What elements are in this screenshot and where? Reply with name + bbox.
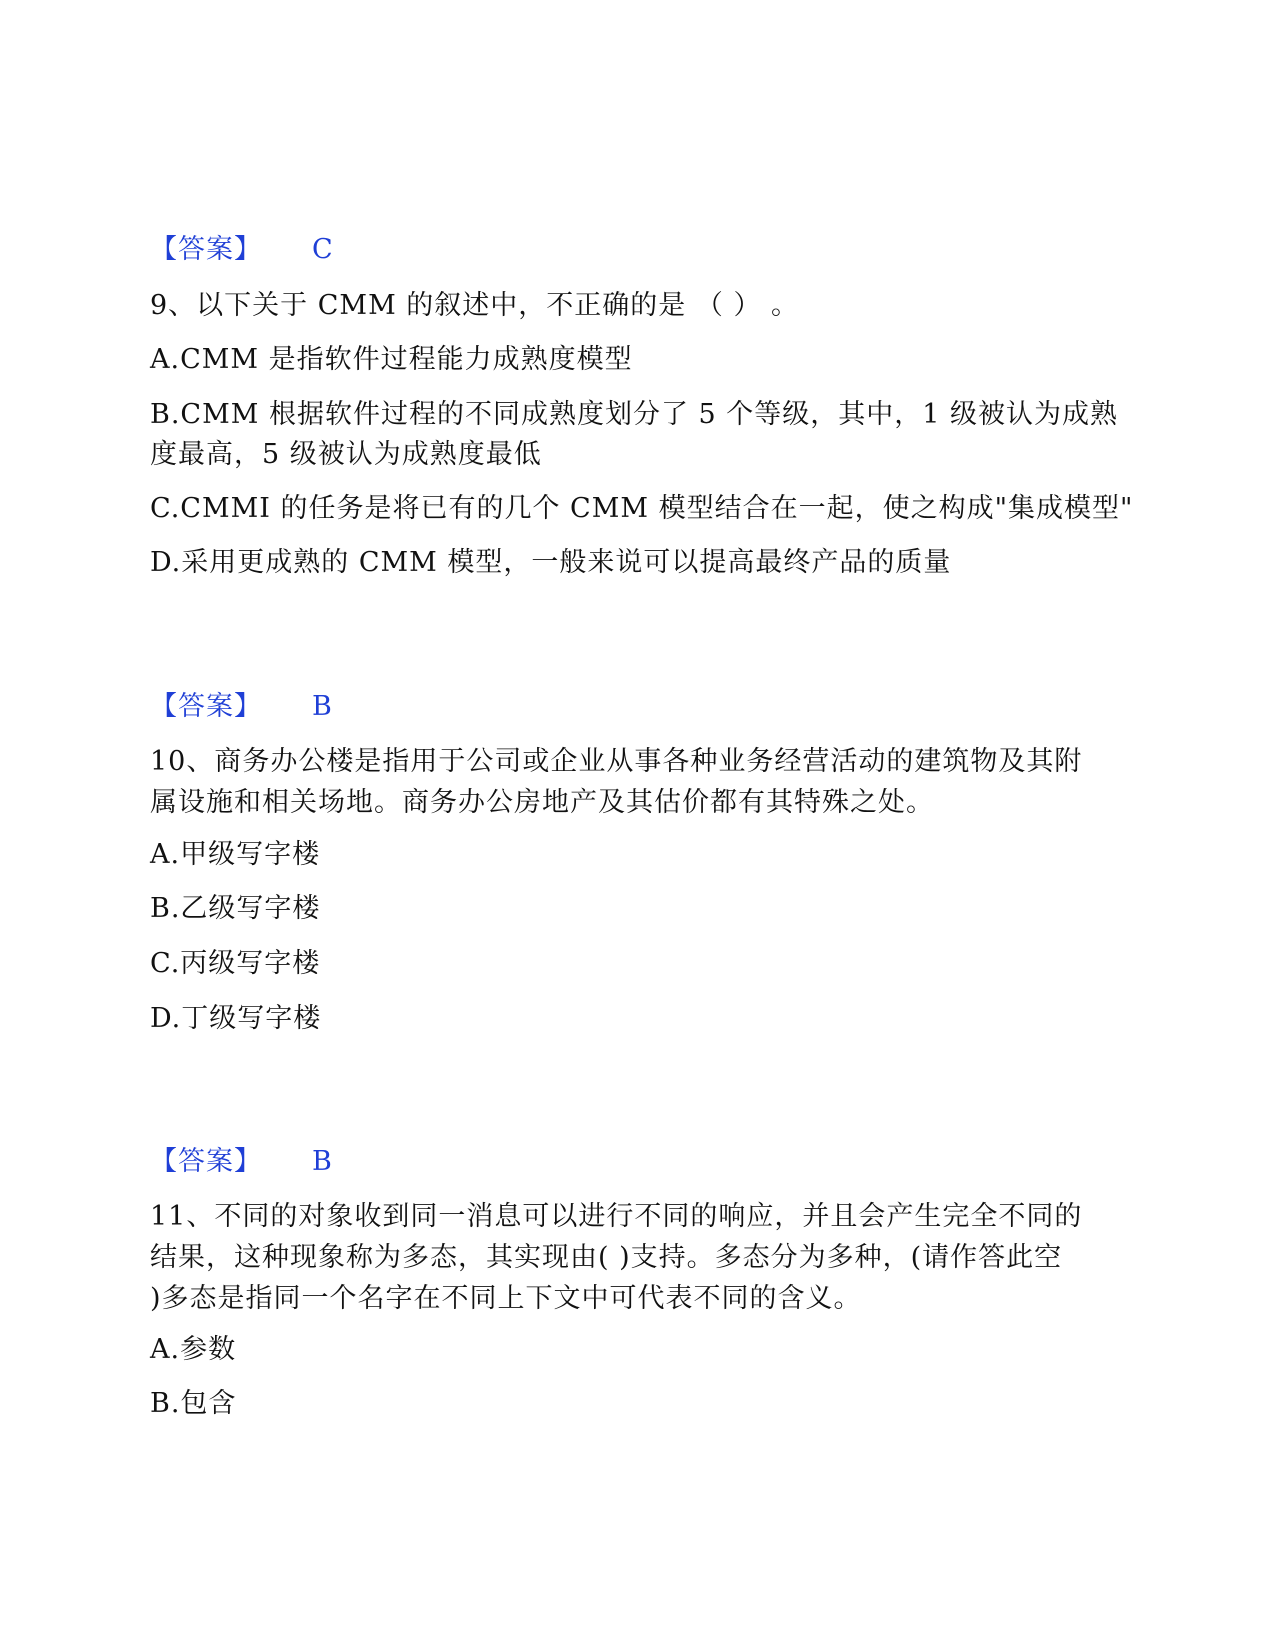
question-stem (150, 285, 1110, 326)
option-text: 度最高，5 级被认为成熟度最低 (150, 439, 542, 470)
question-stem-line: 10、商务办公楼是指用于公司或企业从事各种业务经营活动的建筑物及其附 (150, 746, 1083, 777)
answer-label: 【答案】 (150, 691, 262, 722)
question-stem-line: 9、以下关于 CMM 的叙述中，不正确的是 （ ） 。 (150, 290, 800, 321)
option-text: B.乙级写字楼 (150, 893, 321, 924)
option-c (150, 944, 320, 984)
answer-value: B (312, 691, 332, 722)
option-text: A.CMM 是指软件过程能力成熟度模型 (150, 344, 633, 375)
answer-value: B (312, 1146, 332, 1177)
option-text: B.包含 (150, 1388, 237, 1419)
option-b (150, 395, 1118, 475)
question-stem-line: 属设施和相关场地。商务办公房地产及其估价都有其特殊之处。 (150, 787, 934, 818)
answer-line (150, 687, 332, 727)
answer-value: C (312, 234, 333, 265)
answer-line (150, 230, 333, 270)
answer-line (150, 1142, 332, 1182)
question-stem-line: 结果，这种现象称为多态，其实现由( )支持。多态分为多种，(请作答此空 (150, 1242, 1063, 1273)
option-text: D.丁级写字楼 (150, 1003, 322, 1034)
option-d (150, 999, 321, 1039)
option-a (150, 340, 633, 380)
answer-label: 【答案】 (150, 234, 262, 265)
question-stem (150, 741, 1110, 823)
option-b (150, 1384, 236, 1424)
question-stem (150, 1196, 1110, 1319)
option-text: A.参数 (150, 1334, 237, 1365)
option-text: B.CMM 根据软件过程的不同成熟度划分了 5 个等级，其中，1 级被认为成熟 (150, 399, 1119, 430)
option-d (150, 543, 951, 583)
option-b (150, 889, 320, 929)
option-a (150, 1330, 236, 1370)
question-stem-line: 11、不同的对象收到同一消息可以进行不同的响应，并且会产生完全不同的 (150, 1201, 1083, 1232)
option-text: C.CMMI 的任务是将已有的几个 CMM 模型结合在一起，使之构成"集成模型" (150, 493, 1134, 524)
option-text: C.丙级写字楼 (150, 948, 321, 979)
option-a (150, 835, 320, 875)
option-text: D.采用更成熟的 CMM 模型，一般来说可以提高最终产品的质量 (150, 547, 952, 578)
answer-label: 【答案】 (150, 1146, 262, 1177)
question-stem-line: )多态是指同一个名字在不同上下文中可代表不同的含义。 (150, 1283, 862, 1314)
option-c (150, 489, 1133, 529)
option-text: A.甲级写字楼 (150, 839, 321, 870)
